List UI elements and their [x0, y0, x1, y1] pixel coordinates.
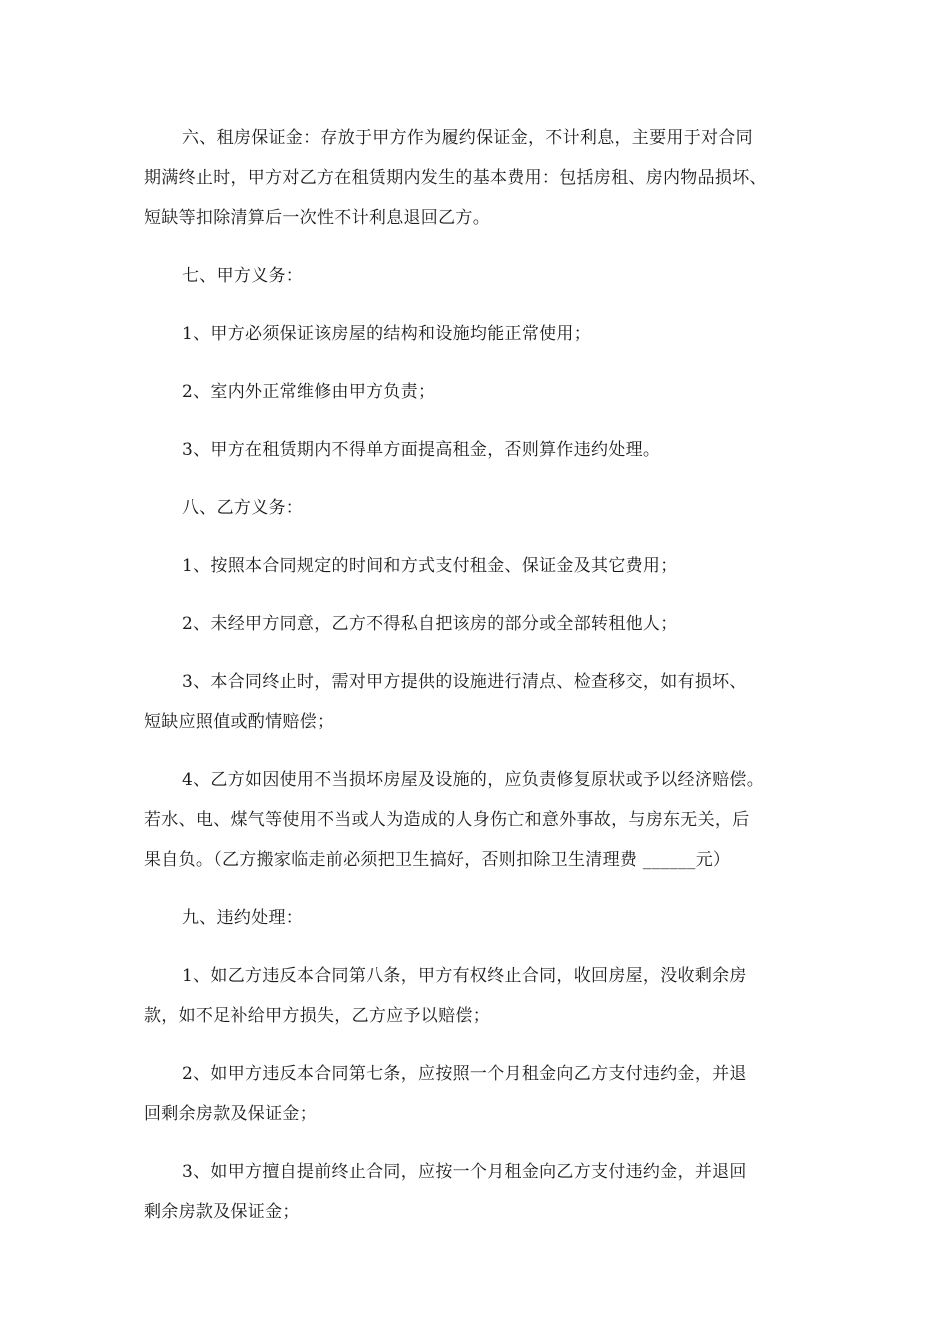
text-line: 3、本合同终止时，需对甲方提供的设施进行清点、检查移交，如有损坏、	[182, 672, 747, 692]
document-page	[144, 118, 814, 1250]
heading-breach	[144, 898, 814, 938]
text-line: 九、违约处理：	[182, 908, 304, 928]
text-line: 八、乙方义务：	[182, 498, 304, 518]
text-line: 款，如不足补给甲方损失，乙方应予以赔偿；	[144, 1006, 490, 1026]
text-line: 若水、电、煤气等使用不当或人为造成的人身伤亡和意外事故，与房东无关，后	[144, 810, 750, 830]
text-line: 剩余房款及保证金；	[144, 1202, 300, 1222]
text-line: 2、室内外正常维修由甲方负责；	[182, 382, 436, 402]
text-line: 3、如甲方擅自提前终止合同，应按一个月租金向乙方支付违约金，并退回	[182, 1162, 747, 1182]
paragraph-item	[144, 604, 814, 644]
heading-party-a-obligations	[144, 256, 814, 296]
text-line: 六、租房保证金：存放于甲方作为履约保证金，不计利息，主要用于对合同	[182, 128, 753, 148]
text-line: 1、按照本合同规定的时间和方式支付租金、保证金及其它费用；	[182, 556, 678, 576]
paragraph-item	[144, 760, 814, 880]
text-line: 七、甲方义务：	[182, 266, 304, 286]
text-line: 期满终止时，甲方对乙方在租赁期内发生的基本费用：包括房租、房内物品损坏、	[144, 168, 767, 188]
paragraph-item	[144, 956, 814, 1036]
text-line: 1、甲方必须保证该房屋的结构和设施均能正常使用；	[182, 324, 592, 344]
text-line: 2、如甲方违反本合同第七条，应按照一个月租金向乙方支付违约金，并退	[182, 1064, 747, 1084]
text-line: 3、甲方在租赁期内不得单方面提高租金，否则算作违约处理。	[182, 440, 661, 460]
heading-party-b-obligations	[144, 488, 814, 528]
paragraph-deposit	[144, 118, 814, 238]
text-line: 回剩余房款及保证金；	[144, 1104, 317, 1124]
paragraph-item	[144, 546, 814, 586]
paragraph-item	[144, 1152, 814, 1232]
paragraph-item	[144, 372, 814, 412]
text-line: 短缺等扣除清算后一次性不计利息退回乙方。	[144, 208, 490, 228]
text-line: 果自负。（乙方搬家临走前必须把卫生搞好，否则扣除卫生清理费 ______元）	[144, 850, 731, 870]
text-line: 2、未经甲方同意，乙方不得私自把该房的部分或全部转租他人；	[182, 614, 678, 634]
paragraph-item	[144, 314, 814, 354]
text-line: 1、如乙方违反本合同第八条，甲方有权终止合同，收回房屋，没收剩余房	[182, 966, 747, 986]
paragraph-item	[144, 1054, 814, 1134]
text-line: 短缺应照值或酌情赔偿；	[144, 712, 335, 732]
paragraph-item	[144, 430, 814, 470]
text-line: 4、乙方如因使用不当损坏房屋及设施的，应负责修复原状或予以经济赔偿。	[182, 770, 765, 790]
paragraph-item	[144, 662, 814, 742]
